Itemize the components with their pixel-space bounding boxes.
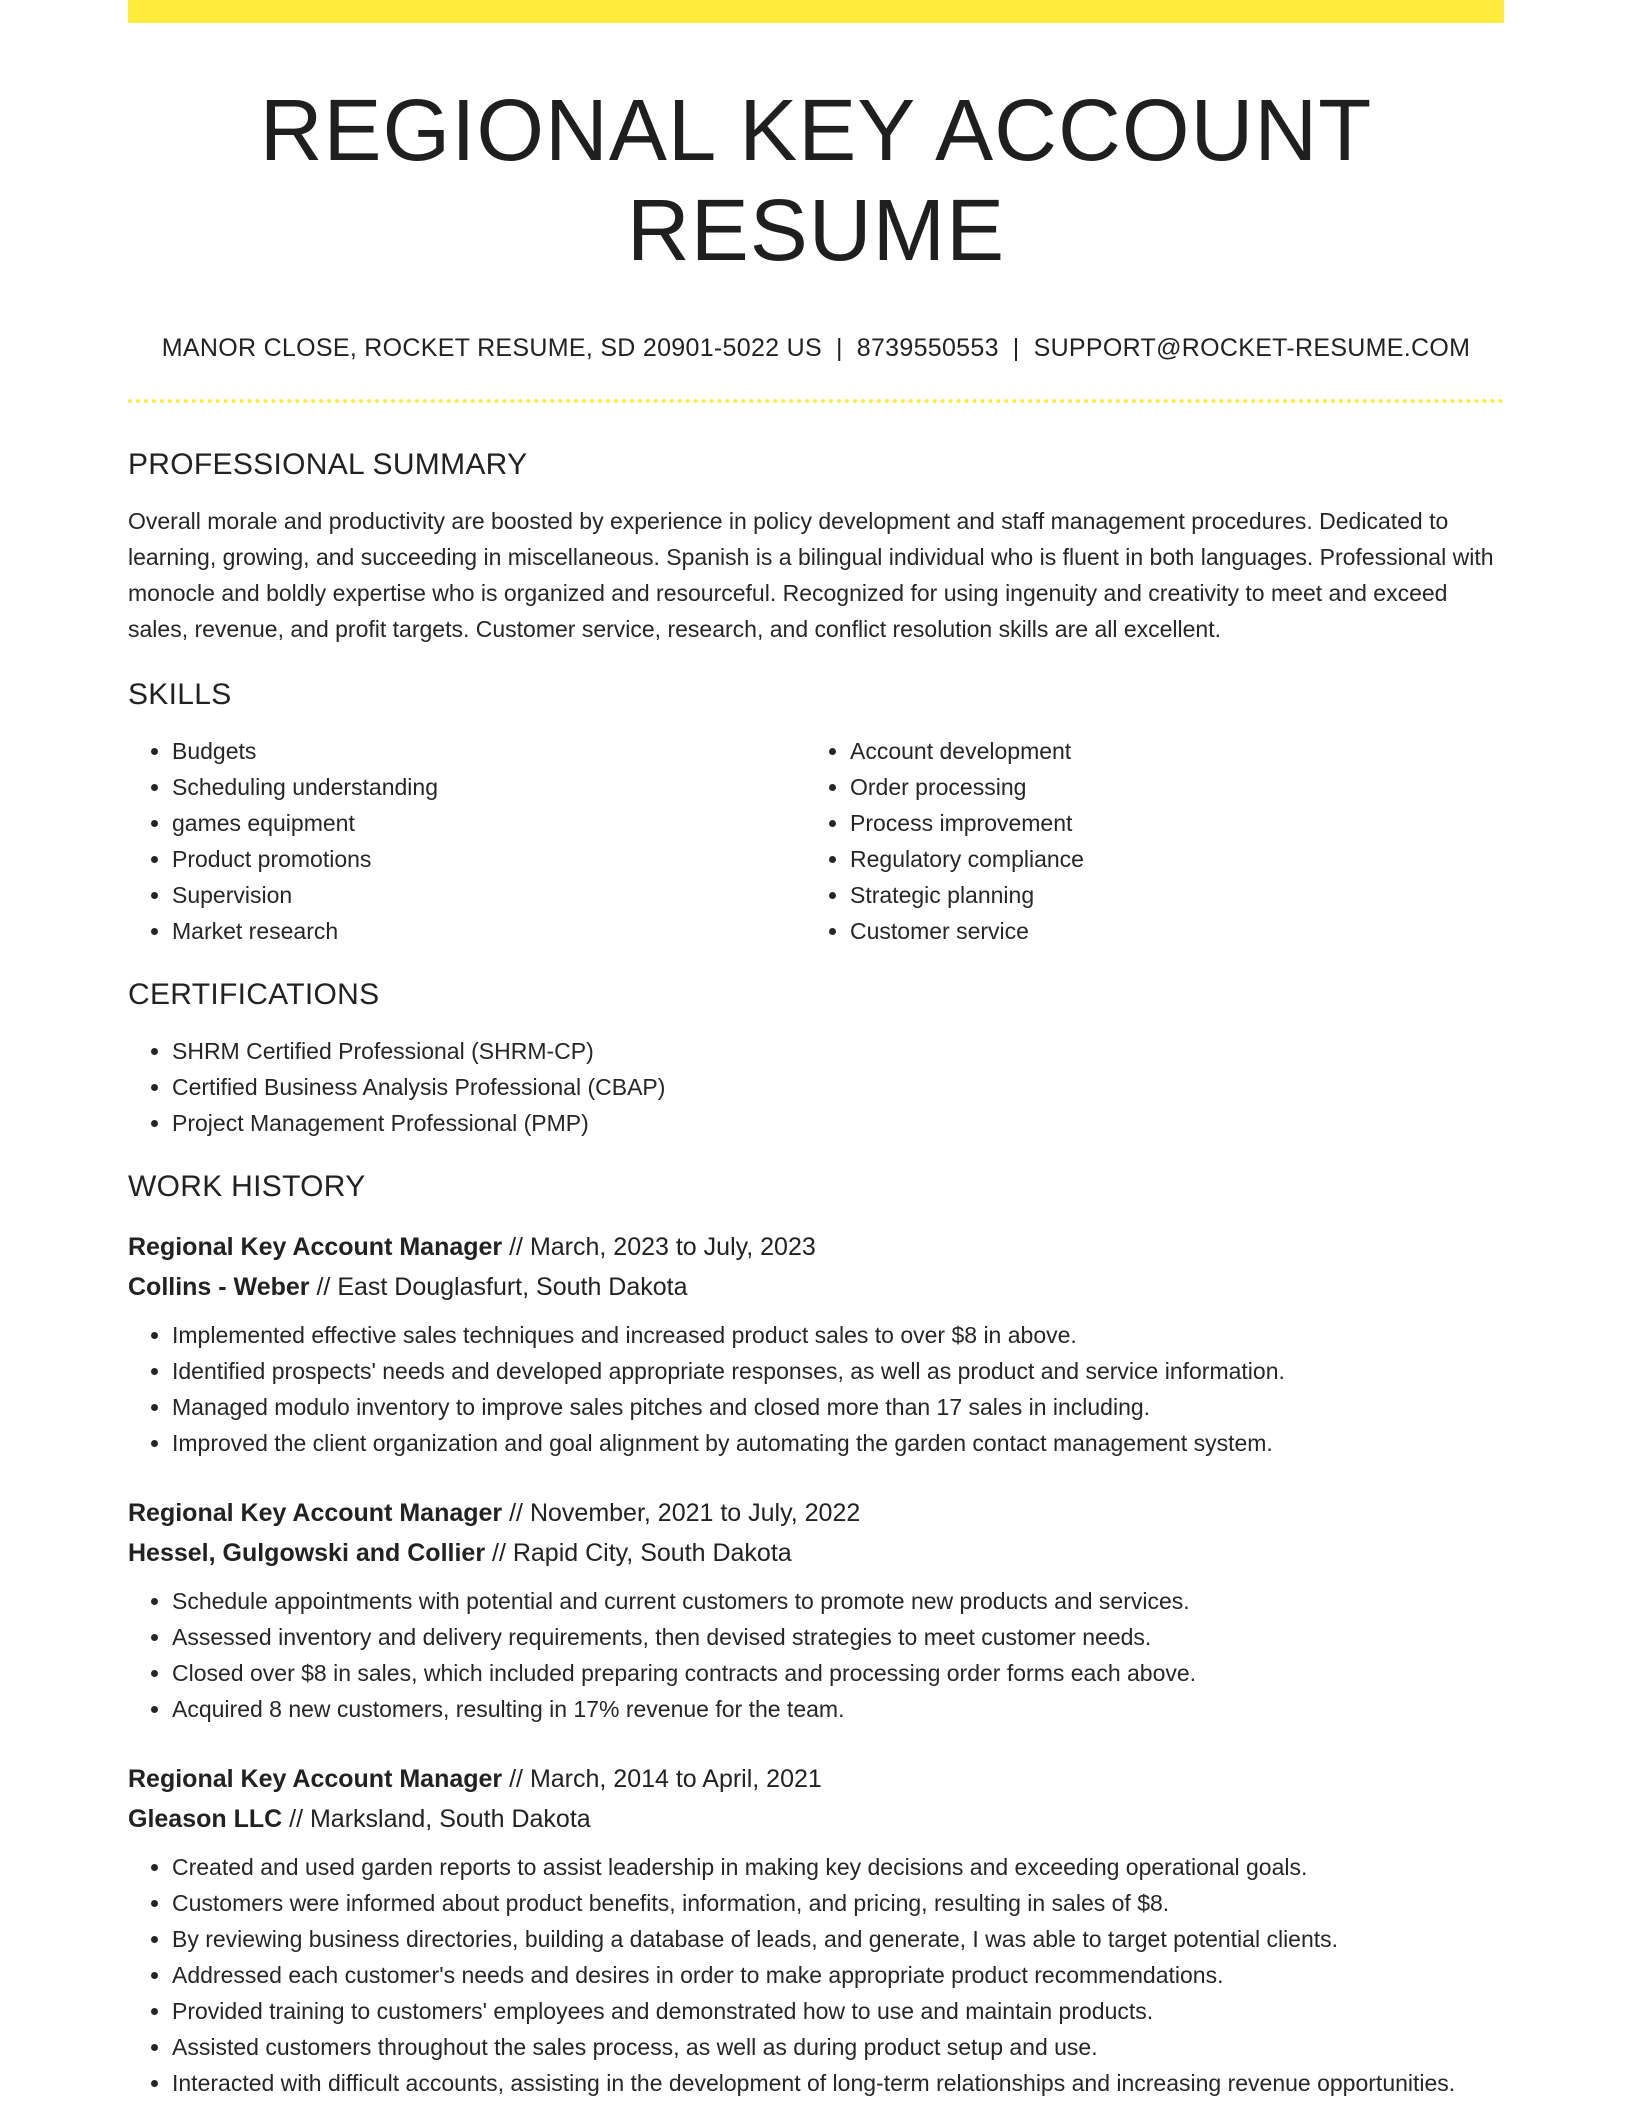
job-dates: November, 2021 to July, 2022: [529, 1499, 861, 1527]
job-bullet: • By reviewing business directories, building a database of leads, and generate, I was able to target potential clients.: [172, 1921, 1504, 1957]
job-company: Collins - Weber: [128, 1273, 310, 1301]
skill-item: • Scheduling understanding: [172, 769, 806, 805]
skills-list-right: [806, 733, 1484, 949]
job-entry: [128, 1227, 1504, 1461]
job-location: East Douglasfurt, South Dakota: [337, 1273, 688, 1301]
skill-item: • Process improvement: [850, 805, 1484, 841]
contact-line: [128, 333, 1504, 363]
job-divider: //: [485, 1539, 513, 1567]
job-dates: March, 2023 to July, 2023: [529, 1233, 816, 1261]
contact-separator: |: [835, 334, 843, 362]
job-title: Regional Key Account Manager: [128, 1499, 503, 1527]
job-company: Hessel, Gulgowski and Collier: [128, 1539, 486, 1567]
job-bullet: • Customers were informed about product benefits, information, and pricing, resulting in sales of $8.: [172, 1885, 1504, 1921]
job-bullet: • Improved the client organization and goal alignment by automating the garden contact management system.: [172, 1425, 1504, 1461]
job-location: Marksland, South Dakota: [309, 1805, 591, 1833]
contact-separator: |: [1012, 334, 1020, 362]
skills-column-right: [806, 733, 1484, 949]
job-bullet: • Provided training to customers' employees and demonstrated how to use and maintain products.: [172, 1993, 1504, 2029]
skills-grid: [128, 733, 1504, 949]
job-bullet: • Implemented effective sales techniques and increased product sales to over $8 in above.: [172, 1317, 1504, 1353]
certifications-list: [128, 1033, 1504, 1141]
job-title: Regional Key Account Manager: [128, 1233, 503, 1261]
skills-column-left: [128, 733, 806, 949]
job-bullet: • Managed modulo inventory to improve sales pitches and closed more than 17 sales in including.: [172, 1389, 1504, 1425]
dotted-divider: [128, 399, 1504, 403]
contact-email: SUPPORT@ROCKET-RESUME.COM: [1033, 334, 1471, 362]
job-title-line: [128, 1493, 1504, 1533]
resume-content: [128, 0, 1504, 2101]
skill-item: • games equipment: [172, 805, 806, 841]
job-divider: //: [282, 1805, 310, 1833]
skill-item: • Order processing: [850, 769, 1484, 805]
skill-item: • Account development: [850, 733, 1484, 769]
summary-text: Overall morale and productivity are boosted by experience in policy development and staff management procedures. Dedicated to learning, growing, and succeeding in miscellaneous. Spanish is a bilingual individual who is fluent in both languages. Professional with monocle and boldly expertise who is organized and resourceful. Recognized for using ingenuity and creativity to meet and exceed sales, revenue, and profit targets. Customer service, research, and conflict resolution skills are all excellent.: [128, 508, 1494, 642]
job-company-line: [128, 1533, 1504, 1573]
certification-item: • Project Management Professional (PMP): [172, 1105, 1504, 1141]
skills-heading: SKILLS: [128, 678, 232, 711]
job-bullet: • Created and used garden reports to assist leadership in making key decisions and exceeding operational goals.: [172, 1849, 1504, 1885]
job-bullets: [128, 1583, 1504, 1727]
work-history-heading: WORK HISTORY: [128, 1170, 366, 1203]
job-divider: //: [502, 1765, 530, 1793]
certifications-heading: CERTIFICATIONS: [128, 978, 380, 1011]
skill-item: • Supervision: [172, 877, 806, 913]
job-bullets: [128, 1849, 1504, 2101]
job-bullet: • Interacted with difficult accounts, assisting in the development of long-term relationships and increasing revenue opportunities.: [172, 2065, 1504, 2101]
job-bullet: • Assessed inventory and delivery requirements, then devised strategies to meet customer needs.: [172, 1619, 1504, 1655]
skill-item: • Strategic planning: [850, 877, 1484, 913]
job-title-line: [128, 1759, 1504, 1799]
job-bullet: • Acquired 8 new customers, resulting in 17% revenue for the team.: [172, 1691, 1504, 1727]
skill-item: • Product promotions: [172, 841, 806, 877]
resume-title: REGIONAL KEY ACCOUNT RESUME: [259, 82, 1373, 279]
summary-heading: PROFESSIONAL SUMMARY: [128, 448, 528, 481]
job-divider: //: [309, 1273, 338, 1301]
job-dates: March, 2014 to April, 2021: [529, 1765, 822, 1793]
job-bullet: • Schedule appointments with potential and current customers to promote new products and services.: [172, 1583, 1504, 1619]
certification-item: • Certified Business Analysis Professional (CBAP): [172, 1069, 1504, 1105]
job-bullet: • Assisted customers throughout the sales process, as well as during product setup and use.: [172, 2029, 1504, 2065]
job-divider: //: [502, 1499, 530, 1527]
skill-item: • Market research: [172, 913, 806, 949]
job-location: Rapid City, South Dakota: [512, 1539, 792, 1567]
contact-address: MANOR CLOSE, ROCKET RESUME, SD 20901-5022 US: [161, 334, 822, 362]
contact-phone: 8739550553: [856, 334, 999, 362]
job-bullet: • Addressed each customer's needs and desires in order to make appropriate product recommendations.: [172, 1957, 1504, 1993]
skill-item: • Customer service: [850, 913, 1484, 949]
skills-list-left: [128, 733, 806, 949]
job-title-line: [128, 1227, 1504, 1267]
job-bullet: • Identified prospects' needs and developed appropriate responses, as well as product and service information.: [172, 1353, 1504, 1389]
skill-item: • Budgets: [172, 733, 806, 769]
job-entry: [128, 1759, 1504, 2101]
job-bullets: [128, 1317, 1504, 1461]
job-company: Gleason LLC: [128, 1805, 283, 1833]
job-bullet: • Closed over $8 in sales, which included preparing contracts and processing order forms each above.: [172, 1655, 1504, 1691]
skill-item: • Regulatory compliance: [850, 841, 1484, 877]
job-divider: //: [502, 1233, 530, 1261]
job-company-line: [128, 1267, 1504, 1307]
job-title: Regional Key Account Manager: [128, 1765, 503, 1793]
job-company-line: [128, 1799, 1504, 1839]
top-accent-bar: [128, 0, 1504, 23]
job-entry: [128, 1493, 1504, 1727]
certification-item: • SHRM Certified Professional (SHRM-CP): [172, 1033, 1504, 1069]
